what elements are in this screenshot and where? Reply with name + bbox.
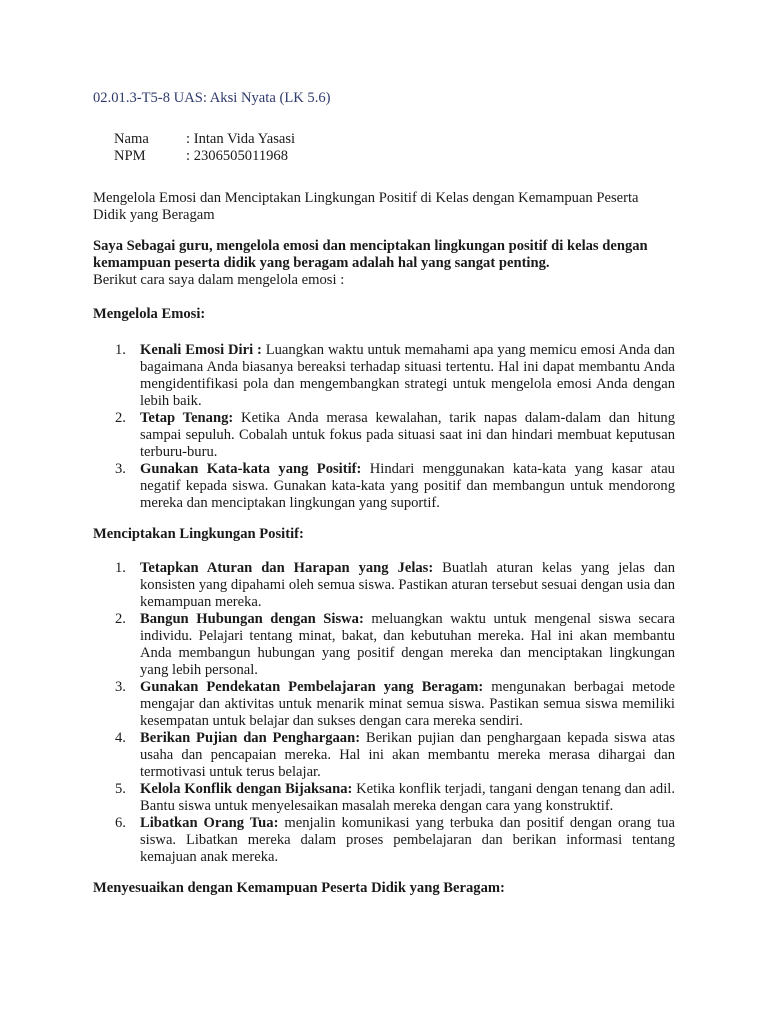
item-text: menjalin komunikasi yang terbuka dan positif dengan orang tua siswa. Libatkan mereka dalam proses pembelajaran dan berikan informasi tentang kemajuan anak mereka. (140, 815, 675, 865)
item-text: Ketika konflik terjadi, tangani dengan tenang dan adil. Bantu siswa untuk menyelesaikan masalah mereka dengan cara yang konstruktif. (140, 781, 675, 814)
item-title: Berikan Pujian dan Penghargaan: (140, 730, 361, 746)
identity-value: : 2306505011968 (186, 148, 289, 164)
list-item (93, 781, 675, 815)
identity-block (114, 131, 295, 165)
list-number: 6. (115, 815, 126, 831)
item-title: Libatkan Orang Tua: (140, 815, 279, 831)
item-title: Kenali Emosi Diri : (140, 342, 262, 358)
list-item (93, 342, 675, 410)
list-number: 2. (115, 410, 126, 426)
document-title: 02.01.3-T5-8 UAS: Aksi Nyata (LK 5.6) (93, 90, 331, 106)
list-item (93, 560, 675, 611)
list-number: 2. (115, 611, 126, 627)
list-item (93, 815, 675, 866)
list-item (93, 679, 675, 730)
identity-label: NPM (114, 148, 146, 164)
item-text: Luangkan waktu untuk memahami apa yang memicu emosi Anda dan bagaimana Anda biasanya bereaksi terhadap situasi tertentu. Hal ini dapat membantu Anda mengidentifikasi pola dan mengembangkan strategi untuk mengelola emosi Anda dengan lebih baik. (140, 342, 675, 409)
item-text: Ketika Anda merasa kewalahan, tarik napas dalam-dalam dan hitung sampai sepuluh. Cobalah untuk fokus pada situasi saat ini dan hindari membuat keputusan terburu-buru. (140, 410, 676, 460)
item-title: Kelola Konflik dengan Bijaksana: (140, 781, 353, 797)
list-number: 5. (115, 781, 126, 797)
item-text: Buatlah aturan kelas yang jelas dan konsisten yang dipahami oleh semua siswa. Pastikan aturan tersebut sesuai dengan usia dan kemampuan mereka. (140, 560, 675, 610)
identity-row-npm (114, 148, 295, 165)
list-item (93, 730, 675, 781)
item-title: Gunakan Kata-kata yang Positif: (140, 461, 362, 477)
list-number: 1. (115, 342, 126, 358)
topic-paragraph: Mengelola Emosi dan Menciptakan Lingkungan Positif di Kelas dengan Kemampuan Peserta Didik yang Beragam (93, 190, 639, 223)
list-number: 3. (115, 679, 126, 695)
identity-label: Nama (114, 131, 149, 147)
section-heading-kemampuan-beragam: Menyesuaikan dengan Kemampuan Peserta Didik yang Beragam: (93, 880, 505, 896)
list-lingkungan-positif (93, 560, 675, 866)
identity-row-name (114, 131, 295, 148)
list-number: 4. (115, 730, 126, 746)
section-heading-mengelola-emosi: Mengelola Emosi: (93, 306, 206, 322)
item-text: meluangkan waktu untuk mengenal siswa secara individu. Pelajari tentang minat, bakat, dan kebutuhan mereka. Hal ini akan membantu Anda membangun hubungan yang positif dengan mereka dan menciptakan lingkungan yang lebih personal. (140, 611, 675, 678)
intro-paragraph (93, 238, 675, 289)
item-text: Hindari menggunakan kata-kata yang kasar atau negatif kepada siswa. Gunakan kata-kata yang positif dan membangun untuk mendorong mereka dan menciptakan lingkungan yang suportif. (140, 461, 675, 511)
item-text: Berikan pujian dan penghargaan kepada siswa atas usaha dan pencapaian mereka. Hal ini akan membantu mereka merasa dihargai dan termotivasi untuk terus belajar. (140, 730, 675, 780)
list-item (93, 611, 675, 679)
intro-bold-text: Saya Sebagai guru, mengelola emosi dan menciptakan lingkungan positif di kelas dengan kemampuan peserta didik yang beragam adalah hal yang sangat penting. (93, 238, 648, 271)
item-title: Tetapkan Aturan dan Harapan yang Jelas: (140, 560, 434, 576)
list-number: 1. (115, 560, 126, 576)
item-text: mengunakan berbagai metode mengajar dan aktivitas untuk menarik minat semua siswa. Pastikan semua siswa memiliki kesempatan untuk belajar dan sukses dengan cara mereka sendiri. (140, 679, 676, 729)
item-title: Tetap Tenang: (140, 410, 234, 426)
list-mengelola-emosi (93, 342, 675, 512)
intro-plain-text: Berikut cara saya dalam mengelola emosi : (93, 272, 345, 288)
list-item (93, 410, 675, 461)
list-item (93, 461, 675, 512)
list-number: 3. (115, 461, 126, 477)
item-title: Gunakan Pendekatan Pembelajaran yang Beragam: (140, 679, 484, 695)
section-heading-lingkungan-positif: Menciptakan Lingkungan Positif: (93, 526, 304, 542)
item-title: Bangun Hubungan dengan Siswa: (140, 611, 364, 627)
identity-value: : Intan Vida Yasasi (186, 131, 296, 147)
